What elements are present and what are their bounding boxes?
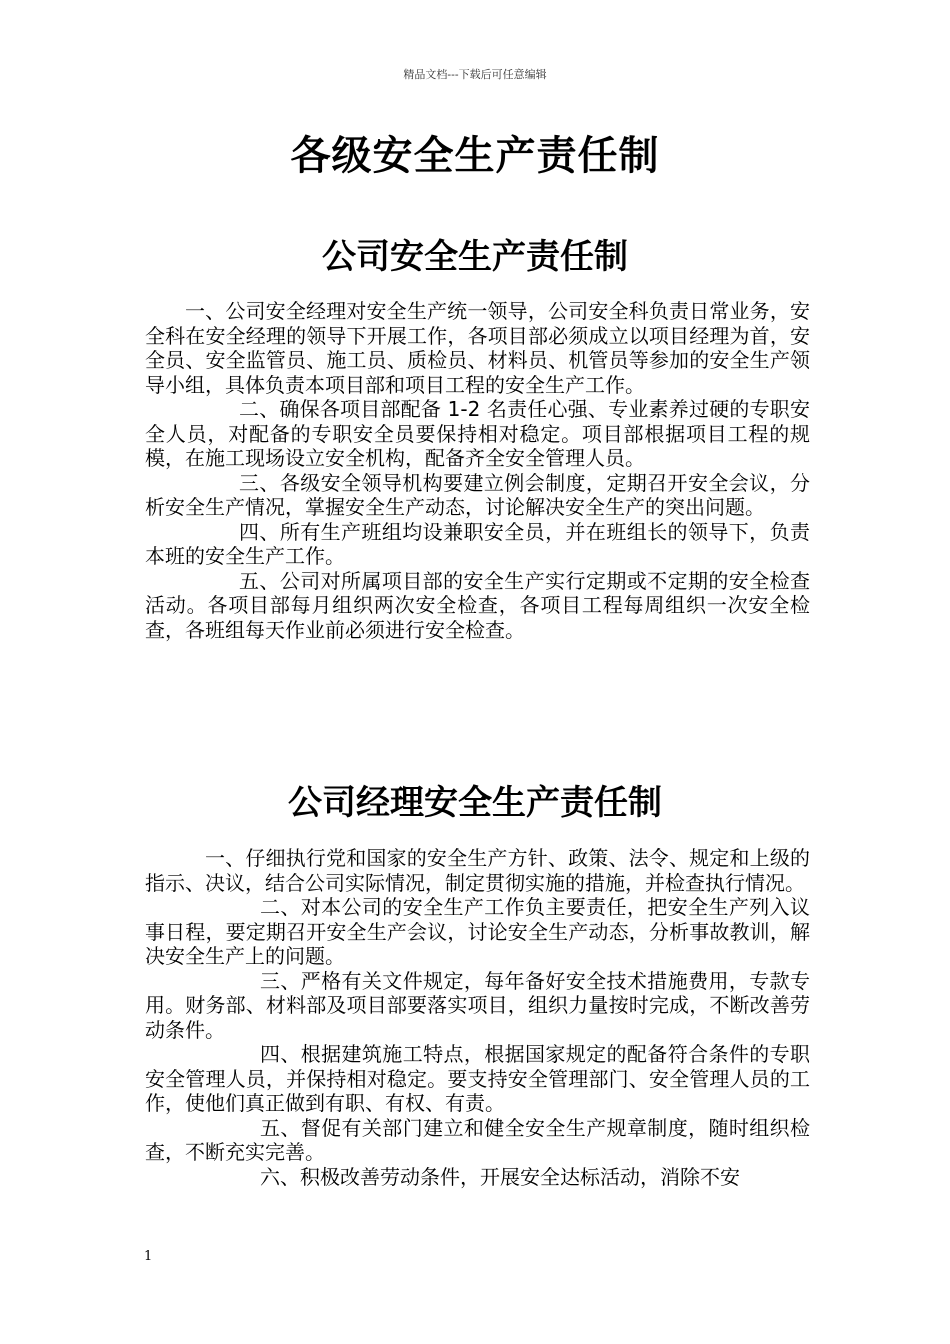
section-manager-body <box>145 846 810 1189</box>
paragraph: 二、对本公司的安全生产工作负主要责任，把安全生产列入议事日程，要定期召开安全生产会议，讨论安全生产动态，分析事故教训，解决安全生产上的问题。 <box>145 895 810 968</box>
header-note: 精品文档---下载后可任意编辑 <box>403 68 547 81</box>
section-heading-manager: 公司经理安全生产责任制 <box>288 783 662 823</box>
paragraph: 三、严格有关文件规定，每年备好安全技术措施费用，专款专用。财务部、材料部及项目部要落实项目，组织力量按时完成，不断改善劳动条件。 <box>145 968 810 1042</box>
section-company-body <box>145 299 810 642</box>
paragraph: 一、公司安全经理对安全生产统一领导，公司安全科负责日常业务，安全科在安全经理的领导下开展工作，各项目部必须成立以项目经理为首，安全员、安全监管员、施工员、质检员、材料员、机管员等参加的安全生产领导小组，具体负责本项目部和项目工程的安全生产工作。 <box>145 299 810 397</box>
paragraph: 六、积极改善劳动条件，开展安全达标活动，消除不安 <box>260 1164 740 1189</box>
page-number: 1 <box>144 1249 153 1264</box>
paragraph: 四、根据建筑施工特点，根据国家规定的配备符合条件的专职安全管理人员，并保持相对稳定。要支持安全管理部门、安全管理人员的工作，使他们真正做到有职、有权、有责。 <box>145 1042 810 1115</box>
paragraph: 五、督促有关部门建立和健全安全生产规章制度，随时组织检查，不断充实完善。 <box>145 1115 810 1164</box>
paragraph: 五、公司对所属项目部的安全生产实行定期或不定期的安全检查活动。各项目部每月组织两次安全检查，各项目工程每周组织一次安全检查，各班组每天作业前必须进行安全检查。 <box>145 568 810 642</box>
document-title: 各级安全生产责任制 <box>290 133 660 179</box>
paragraph: 二、确保各项目部配备 1-2 名责任心强、专业素养过硬的专职安全人员，对配备的专职安全员要保持相对稳定。项目部根据项目工程的规模，在施工现场设立安全机构，配备齐全安全管理人员。 <box>145 397 810 470</box>
paragraph: 三、各级安全领导机构要建立例会制度，定期召开安全会议，分析安全生产情况，掌握安全生产动态，讨论解决安全生产的突出问题。 <box>145 470 810 519</box>
section-heading-company: 公司安全生产责任制 <box>322 237 628 277</box>
paragraph: 四、所有生产班组均设兼职安全员，并在班组长的领导下，负责本班的安全生产工作。 <box>145 519 810 568</box>
paragraph: 一、仔细执行党和国家的安全生产方针、政策、法令、规定和上级的指示、决议，结合公司实际情况，制定贯彻实施的措施，并检查执行情况。 <box>145 846 810 895</box>
